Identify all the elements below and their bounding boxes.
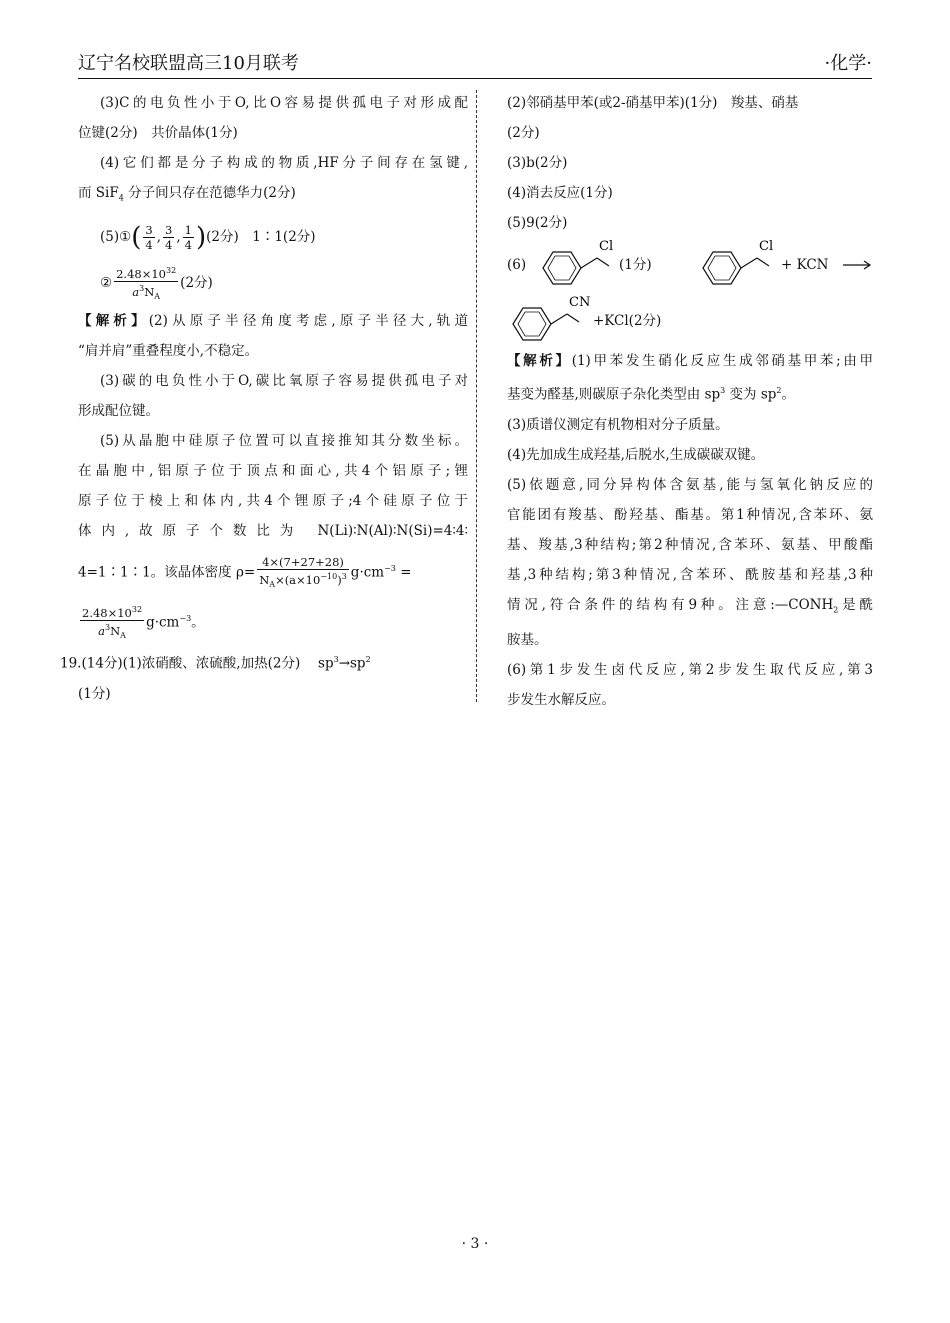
answer-line: (5)9(2分) — [507, 215, 568, 231]
exam-title: 辽宁名校联盟高三10月联考 — [78, 53, 299, 74]
analysis-line: 基变为醛基,则碳原子杂化类型由 $sp^3$ 变为 $sp^2$。 — [507, 386, 795, 403]
column-divider — [476, 90, 477, 702]
right-column — [507, 88, 873, 715]
analysis-line: 基、羧基,3种结构;第2种情况,含苯环、氨基、甲酸酯 — [507, 536, 873, 553]
analysis-line: 情况,符合条件的结构有9种。注意$:—CONH_2$是酰 — [507, 596, 873, 615]
analysis-line: 【解析】(2)从原子半径角度考虑,原子半径大,轨道 — [78, 313, 468, 330]
analysis-line: 胺基。 — [507, 632, 548, 649]
answer-line: (4)它们都是分子构成的物质,HF分子间存在氢键, — [100, 155, 468, 171]
analysis-line: (4)先加成生成羟基,后脱水,生成碳碳双键。 — [507, 446, 765, 463]
answer-line: 位键(2分) 共价晶体(1分) — [78, 125, 238, 141]
analysis-line: (3)碳的电负性小于O,碳比氧原子容易提供孤电子对 — [100, 373, 468, 390]
analysis-line: 基,3种结构;第3种情况,含苯环、酰胺基和羟基,3种 — [507, 566, 873, 583]
reaction-arrow — [843, 258, 873, 272]
analysis-line: 步发生水解反应。 — [507, 692, 615, 709]
subject-label: ·化学· — [824, 53, 872, 74]
analysis-line: 在晶胞中,铝原子位于顶点和面心,共4个铝原子;锂 — [78, 463, 468, 480]
density-result: $\frac{2.48\times 10^{32}}{a^3N_A}$ $g\cdot cm^{-3}$。 — [82, 604, 205, 640]
analysis-line: (5)依题意,同分异构体含氨基,能与氢氧化钠反应的 — [507, 476, 873, 493]
page-number: · 3 · — [461, 1236, 489, 1252]
chlorine-label: Cl — [599, 239, 614, 254]
benzyl-chloride-structure-2 — [695, 238, 795, 290]
reaction-line-2: CN +KCl(2分) — [507, 290, 873, 346]
answer-line: (4)消去反应(1分) — [507, 185, 613, 201]
analysis-line: (5)从晶胞中硅原子位置可以直接推知其分数坐标。 — [100, 433, 468, 450]
analysis-line: 官能团有羧基、酚羟基、酯基。第1种情况,含苯环、氨 — [507, 506, 873, 523]
chlorine-label: Cl — [759, 239, 774, 254]
analysis-line: (3)质谱仪测定有机物相对分子质量。 — [507, 416, 729, 433]
benzyl-cyanide-structure — [507, 290, 607, 346]
page-header — [78, 52, 872, 79]
answer-line: (3)C的电负性小于O,比O容易提供孤电子对形成配 — [100, 95, 468, 111]
question-19-line: 19.(14分)(1)浓硝酸、浓硫酸,加热(2分) $sp^3\to sp^2$ — [60, 655, 371, 672]
analysis-line: “肩并肩”重叠程度小,不稳定。 — [78, 343, 259, 360]
density-answer: ② $\frac{2.48\times 10^{32}}{a^3N_A}$ (2分) — [100, 265, 213, 301]
answer-line: (3)b(2分) — [507, 155, 568, 171]
answer-line: (2)邻硝基甲苯(或2-硝基甲苯)(1分) 羧基、硝基 — [507, 95, 799, 111]
density-formula: 4=1∶1∶1。该晶体密度 ρ= $\frac{4\times(7+27+28)}{N_A\times(a\times 10^{-10})^3}$ $g\cdot cm^{-3}$ = — [78, 554, 412, 589]
analysis-line: 【解析】(1)甲苯发生硝化反应生成邻硝基甲苯;由甲 — [507, 353, 874, 369]
answer-line: (2分) — [507, 125, 540, 141]
analysis-line: 形成配位键。 — [78, 403, 159, 420]
answer-line: 而 SiF$_4$ 分子间只存在范德华力(2分) — [78, 185, 296, 203]
analysis-line: (6)第1步发生卤代反应,第2步发生取代反应,第3 — [507, 662, 873, 679]
coordinate-answer: (5)①( $\frac{3}{4}$ , $\frac{3}{4}$ , $\frac{1}{4}$ )(2分) 1∶1(2分) — [100, 222, 316, 253]
cyano-label: CN — [569, 295, 591, 310]
left-column — [60, 88, 468, 709]
analysis-line: 原子位于棱上和体内,共4个锂原子;4个硅原子位于 — [78, 493, 468, 510]
analysis-line: 体内,故原子个数比为 N(Li)∶N(Al)∶N(Si)=4∶4∶ — [78, 523, 468, 540]
answer-line: (1分) — [78, 685, 111, 702]
reaction-line-1: (6) Cl (1分) Cl + KCN — [507, 238, 873, 290]
